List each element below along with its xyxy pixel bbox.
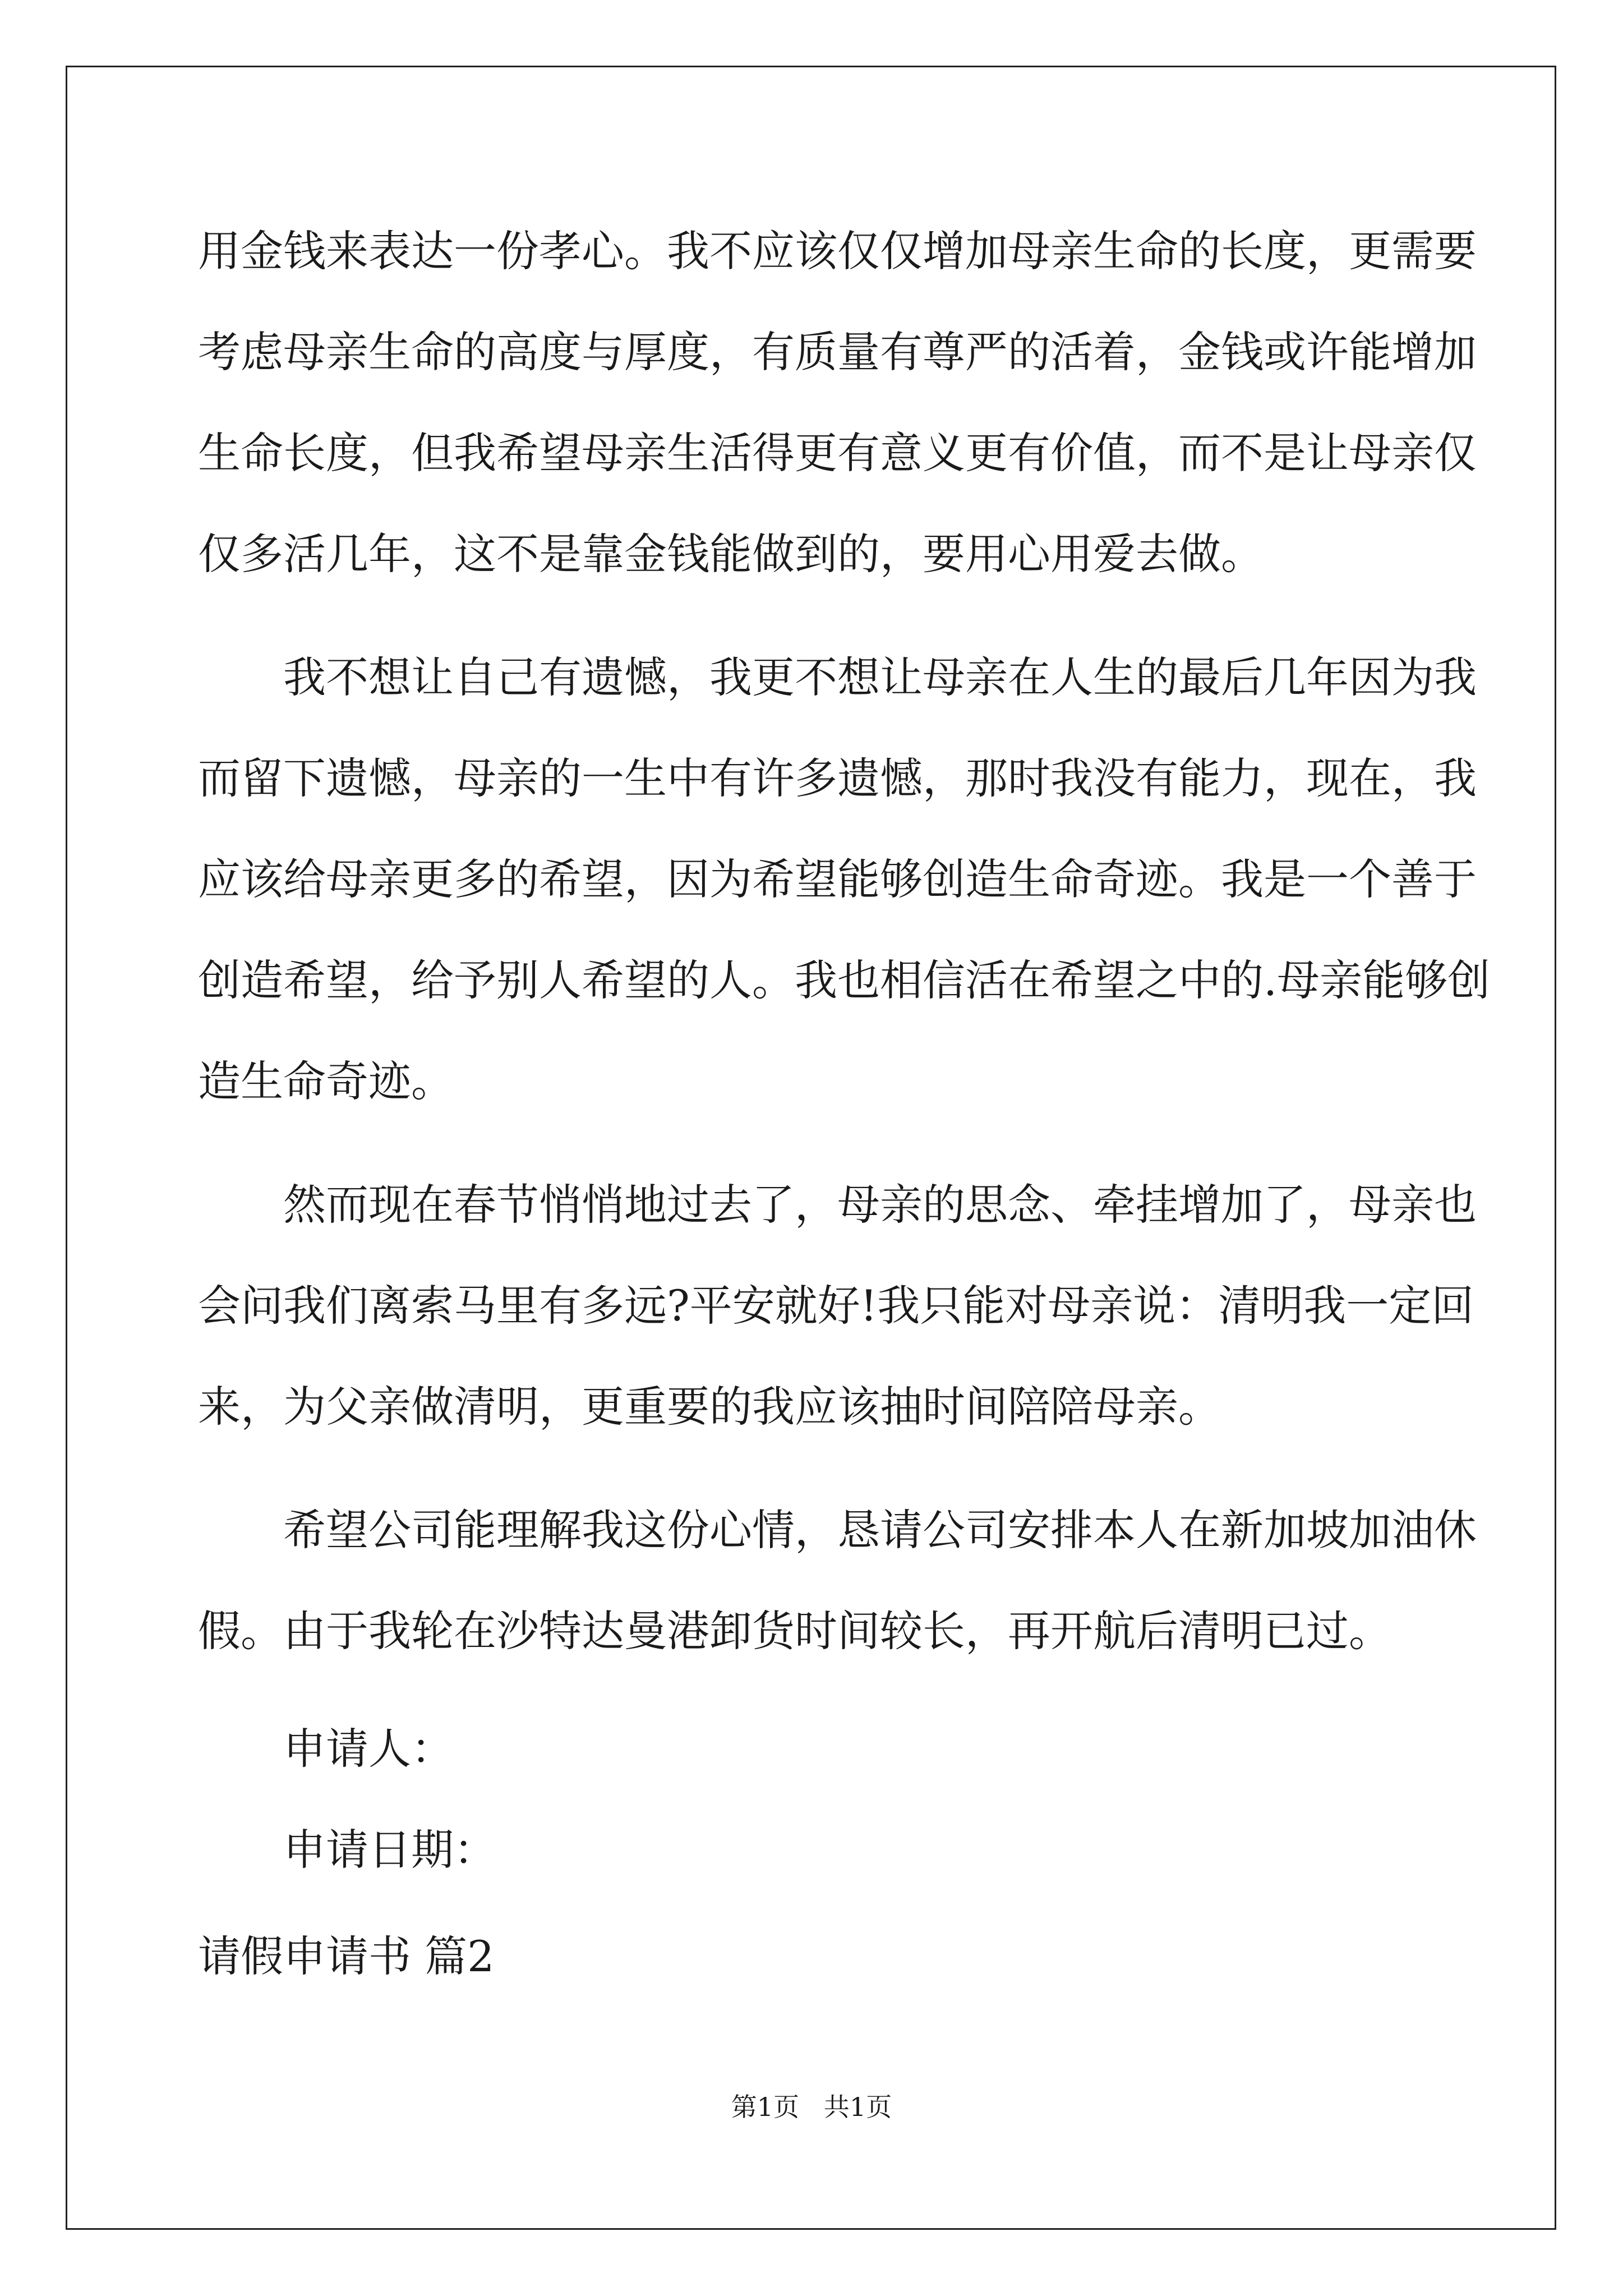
applicant-label: 申请人：	[283, 1724, 454, 1774]
text-line: 生命长度，但我希望母亲生活得更有意义更有价值，而不是让母亲仅	[198, 428, 1477, 478]
application-date-label: 申请日期：	[283, 1825, 496, 1875]
text-line: 考虑母亲生命的高度与厚度，有质量有尊严的活着，金钱或许能增加	[198, 327, 1477, 377]
page-footer: 第1页 共1页	[731, 2092, 892, 2122]
text-line: 假。由于我轮在沙特达曼港卸货时间较长，再开航后清明已过。	[198, 1606, 1391, 1656]
text-line: 创造希望，给予别人希望的人。我也相信活在希望之中的.母亲能够创	[198, 955, 1491, 1005]
section-heading: 请假申请书 篇2	[198, 1931, 495, 1981]
paragraph-start-line: 希望公司能理解我这份心情，恳请公司安排本人在新加坡加油休	[283, 1505, 1477, 1555]
text-line: 造生命奇迹。	[198, 1056, 454, 1106]
text-line: 应该给母亲更多的希望，因为希望能够创造生命奇迹。我是一个善于	[198, 854, 1477, 904]
text-line: 会问我们离索马里有多远?平安就好!我只能对母亲说：清明我一定回	[198, 1281, 1474, 1331]
text-line: 而留下遗憾，母亲的一生中有许多遗憾，那时我没有能力，现在，我	[198, 753, 1477, 803]
text-line: 用金钱来表达一份孝心。我不应该仅仅增加母亲生命的长度，更需要	[198, 226, 1477, 276]
paragraph-start-line: 我不想让自己有遗憾，我更不想让母亲在人生的最后几年因为我	[283, 652, 1477, 702]
page-border	[66, 66, 1556, 2230]
paragraph-start-line: 然而现在春节悄悄地过去了，母亲的思念、牵挂增加了，母亲也	[283, 1180, 1477, 1230]
text-line: 仅多活几年，这不是靠金钱能做到的，要用心用爱去做。	[198, 529, 1264, 579]
text-line: 来，为父亲做清明，更重要的我应该抽时间陪陪母亲。	[198, 1382, 1221, 1432]
